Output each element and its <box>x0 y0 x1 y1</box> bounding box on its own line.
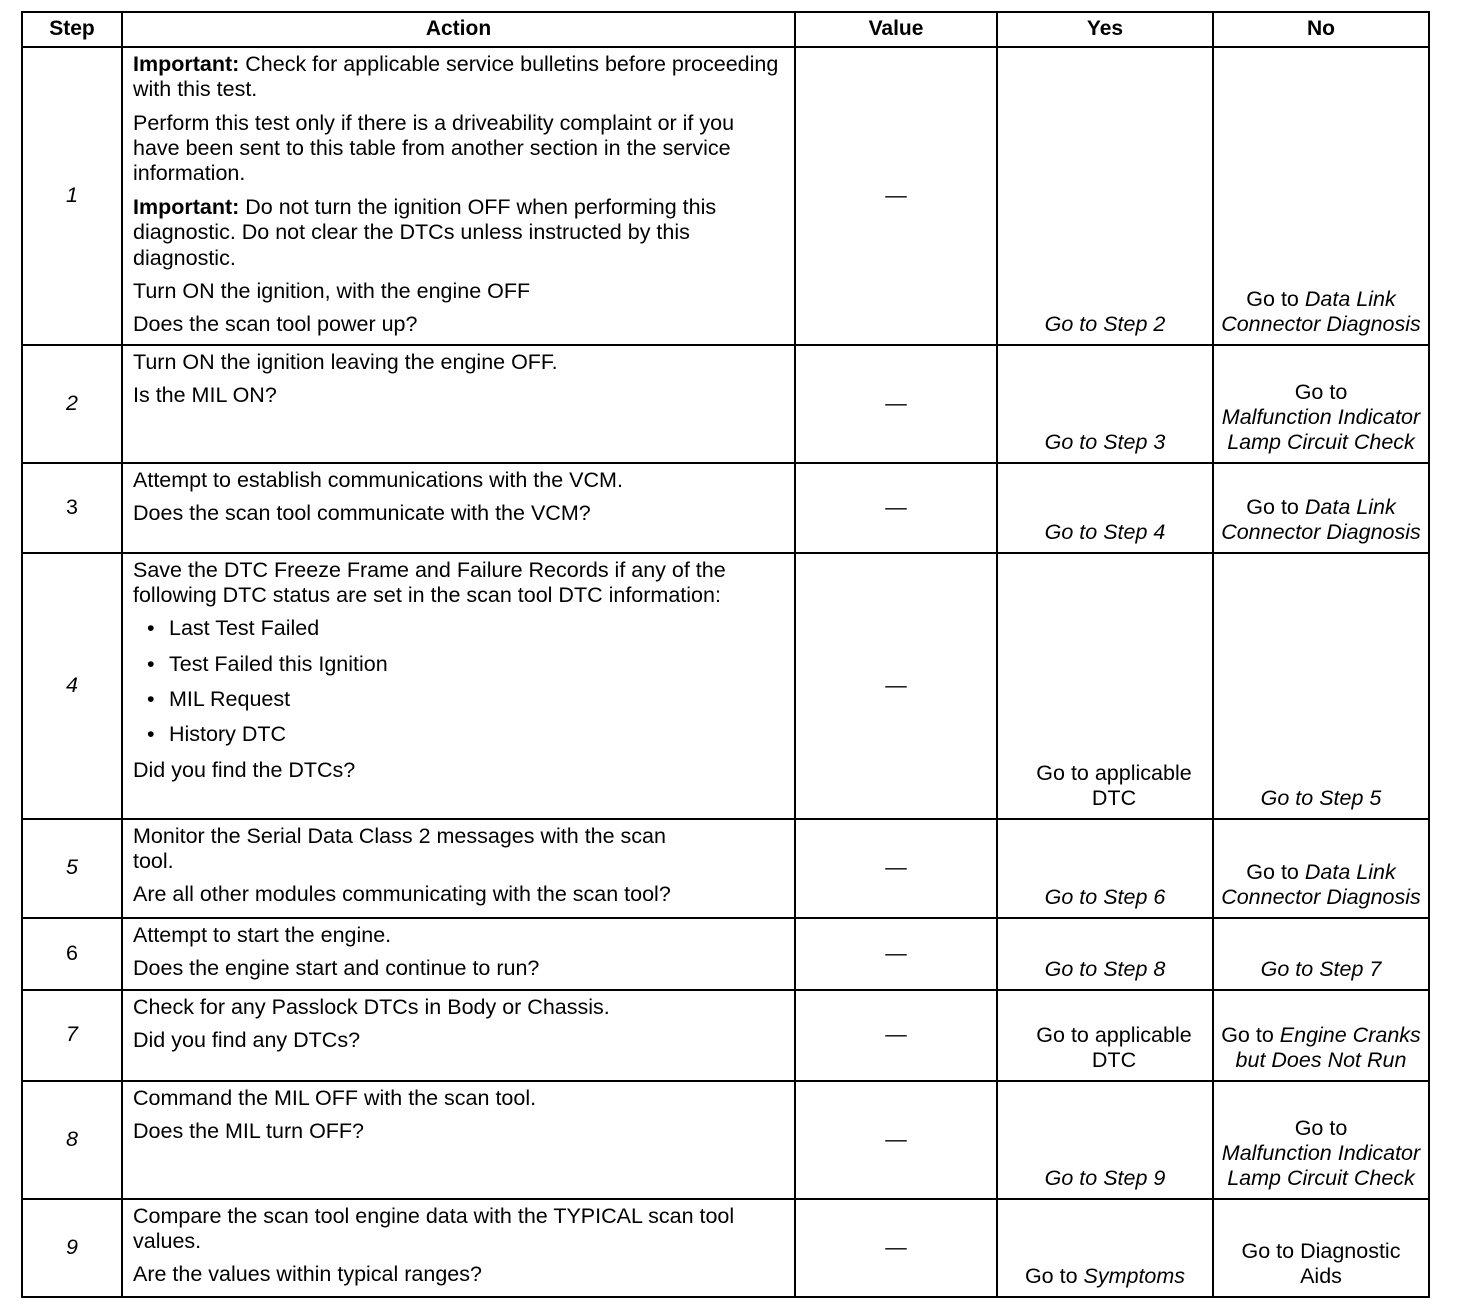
action-cell <box>122 553 795 819</box>
list-item: • MIL Request <box>169 687 786 712</box>
step-number: 1 <box>22 47 122 345</box>
important-label: Important: <box>133 194 240 219</box>
yes-link: Symptoms <box>1083 1264 1186 1289</box>
action-text: Do not turn the ignition OFF when performing this diagnostic. Do not clear the DTCs unless instructed by this diagnostic. <box>133 194 717 270</box>
list-item: • History DTC <box>169 722 786 747</box>
table-row <box>22 990 1429 1081</box>
step-number: 5 <box>22 819 122 918</box>
action-cell <box>122 1199 795 1297</box>
value-cell: — <box>795 990 997 1081</box>
no-cell <box>1213 463 1429 553</box>
no-prefix: Go to <box>1294 1115 1348 1140</box>
value-cell: — <box>795 345 997 463</box>
table-row <box>22 47 1429 345</box>
action-paragraph: Turn ON the ignition, with the engine OFF <box>133 278 531 303</box>
action-cell <box>122 463 795 553</box>
no-cell <box>1213 990 1429 1081</box>
yes-cell: Go to Step 9 <box>997 1081 1213 1199</box>
action-paragraph <box>133 195 786 271</box>
no-link: Data Link Connector Diagnosis <box>1221 494 1421 545</box>
value-cell: — <box>795 918 997 990</box>
value-cell: — <box>795 463 997 553</box>
step-number: 7 <box>22 990 122 1081</box>
header-action: Action <box>122 12 795 47</box>
no-prefix: Go to <box>1246 859 1305 884</box>
important-label: Important: <box>133 52 240 76</box>
action-question: Did you find any DTCs? <box>133 1027 361 1052</box>
action-cell <box>122 1081 795 1199</box>
action-question: Does the engine start and continue to run? <box>133 955 540 980</box>
action-text: Check for applicable service bulletins before proceeding with this test. <box>133 52 779 102</box>
no-link: Data Link Connector Diagnosis <box>1221 286 1421 337</box>
step-number: 9 <box>22 1199 122 1297</box>
dtc-status-list <box>133 616 786 747</box>
header-no: No <box>1213 12 1429 47</box>
table-row <box>22 918 1429 990</box>
no-link: Malfunction Indicator Lamp Circuit Check <box>1221 1140 1421 1191</box>
list-item: • Test Failed this Ignition <box>169 652 786 677</box>
yes-cell: Go to Step 6 <box>997 819 1213 918</box>
action-paragraph: Command the MIL OFF with the scan tool. <box>133 1085 537 1110</box>
no-link: Engine Cranks but Does Not Run <box>1235 1022 1421 1073</box>
table-row <box>22 1081 1429 1199</box>
value-cell: — <box>795 47 997 345</box>
no-cell: Go to Step 7 <box>1213 918 1429 990</box>
no-cell <box>1213 1081 1429 1199</box>
step-number: 6 <box>22 918 122 990</box>
action-paragraph <box>133 52 786 103</box>
action-paragraph: Check for any Passlock DTCs in Body or Chassis. <box>133 994 610 1019</box>
action-question: Are all other modules communicating with the scan tool? <box>133 882 671 907</box>
action-paragraph: Perform this test only if there is a driveability complaint or if you have been sent to this table from another section in the service information. <box>133 110 735 186</box>
yes-cell: Go to Step 3 <box>997 345 1213 463</box>
action-paragraph: Turn ON the ignition leaving the engine OFF. <box>133 349 558 374</box>
yes-cell: Go to Step 2 <box>997 47 1213 345</box>
table-row <box>22 463 1429 553</box>
no-cell: Go to Step 5 <box>1213 553 1429 819</box>
action-paragraph: Monitor the Serial Data Class 2 messages with the scan tool. <box>133 823 666 873</box>
value-cell: — <box>795 1199 997 1297</box>
step-number: 3 <box>22 463 122 553</box>
action-cell <box>122 47 795 345</box>
no-link: Malfunction Indicator Lamp Circuit Check <box>1221 404 1421 455</box>
no-link: Data Link Connector Diagnosis <box>1221 859 1421 910</box>
header-value: Value <box>795 12 997 47</box>
table-row <box>22 1199 1429 1297</box>
table-row <box>22 819 1429 918</box>
no-prefix: Go to <box>1221 1022 1280 1047</box>
action-cell <box>122 819 795 918</box>
yes-cell <box>997 1199 1213 1297</box>
header-row <box>22 12 1429 47</box>
action-paragraph: Save the DTC Freeze Frame and Failure Records if any of the following DTC status are set in the scan tool DTC information: <box>133 557 726 607</box>
list-item: • Last Test Failed <box>169 616 786 641</box>
no-prefix: Go to <box>1246 286 1305 311</box>
yes-cell: Go to applicable DTC <box>997 990 1213 1081</box>
table-row <box>22 553 1429 819</box>
step-number: 8 <box>22 1081 122 1199</box>
no-prefix: Go to <box>1246 494 1305 519</box>
header-step: Step <box>22 12 122 47</box>
action-paragraph: Attempt to start the engine. <box>133 922 392 947</box>
yes-cell: Go to applicable DTC <box>997 553 1213 819</box>
no-cell <box>1213 819 1429 918</box>
action-cell <box>122 345 795 463</box>
header-yes: Yes <box>997 12 1213 47</box>
action-question: Is the MIL ON? <box>133 382 277 407</box>
yes-prefix: Go to <box>1024 1264 1084 1289</box>
action-question: Did you find the DTCs? <box>133 757 356 782</box>
value-cell: — <box>795 553 997 819</box>
action-cell <box>122 990 795 1081</box>
action-question: Are the values within typical ranges? <box>133 1262 482 1287</box>
diagnostic-table <box>21 11 1430 1298</box>
step-number: 4 <box>22 553 122 819</box>
no-cell: Go to Diagnostic Aids <box>1213 1199 1429 1297</box>
action-paragraph: Attempt to establish communications with the VCM. <box>133 467 623 492</box>
step-number: 2 <box>22 345 122 463</box>
action-cell <box>122 918 795 990</box>
action-question: Does the MIL turn OFF? <box>133 1118 365 1143</box>
table-row <box>22 345 1429 463</box>
value-cell: — <box>795 1081 997 1199</box>
action-question: Does the scan tool communicate with the VCM? <box>133 500 591 525</box>
yes-cell: Go to Step 4 <box>997 463 1213 553</box>
no-prefix: Go to <box>1294 379 1348 404</box>
no-cell <box>1213 345 1429 463</box>
action-paragraph: Compare the scan tool engine data with the TYPICAL scan tool values. <box>133 1203 735 1253</box>
value-cell: — <box>795 819 997 918</box>
action-question: Does the scan tool power up? <box>133 312 418 337</box>
yes-cell: Go to Step 8 <box>997 918 1213 990</box>
no-cell <box>1213 47 1429 345</box>
